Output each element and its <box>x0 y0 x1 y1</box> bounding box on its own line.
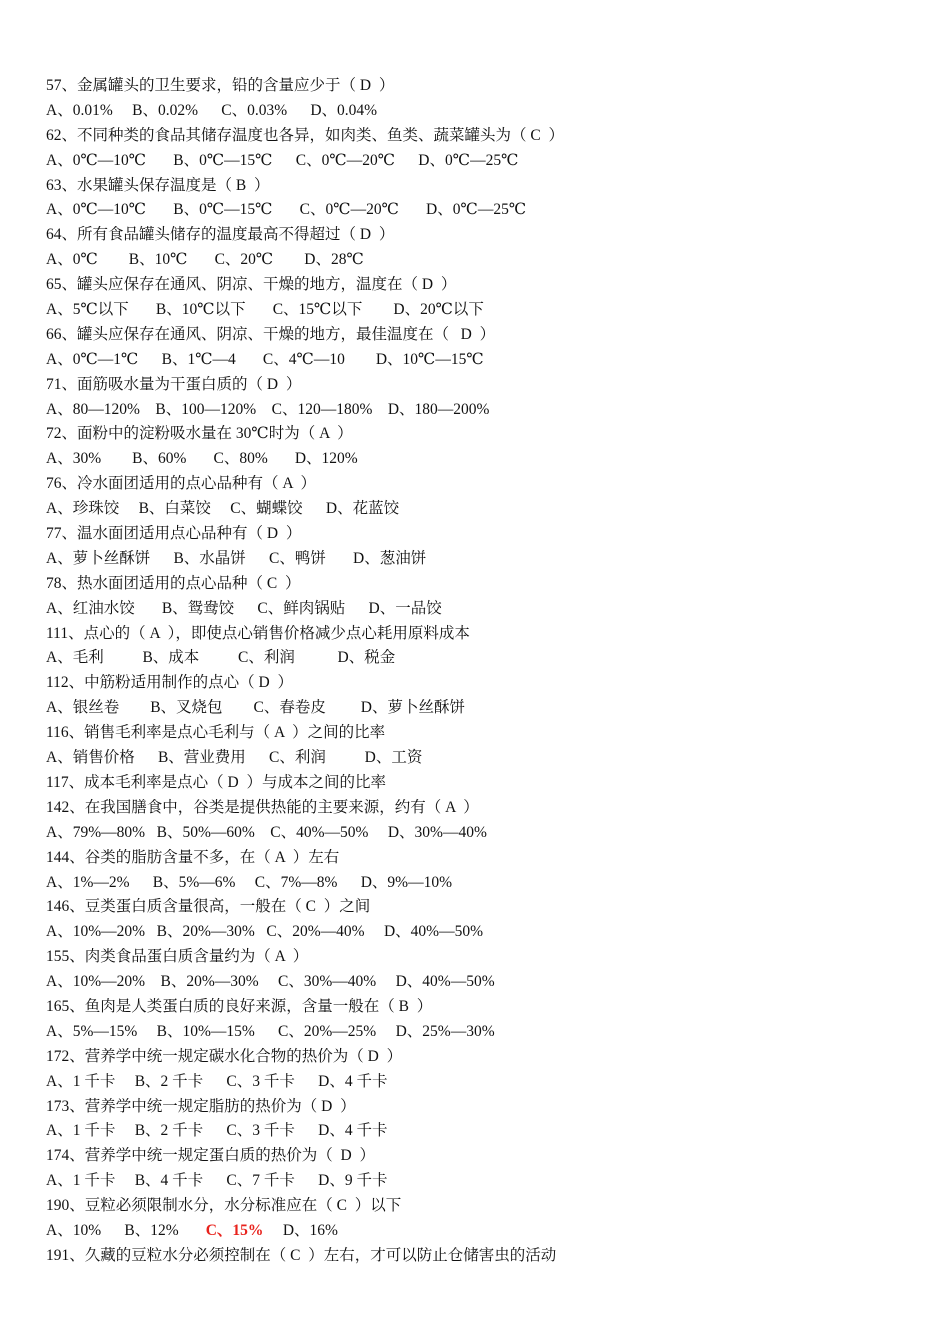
question-144: 144、谷类的脂肪含量不多，在（ A ）左右 <box>46 848 340 866</box>
options-112: A、银丝卷 B、叉烧包 C、春卷皮 D、萝卜丝酥饼 <box>46 699 465 717</box>
options-116: A、销售价格 B、营业费用 C、利润 D、工资 <box>46 749 423 767</box>
options-66: A、0℃—1℃ B、1℃—4 C、4℃—10 D、10℃—15℃ <box>46 350 484 368</box>
question-65: 65、罐头应保存在通风、阴凉、干燥的地方，温度在（ D ） <box>46 276 457 294</box>
options-172: A、1 千卡 B、2 千卡 C、3 千卡 D、4 千卡 <box>46 1072 388 1090</box>
question-57: 57、金属罐头的卫生要求，铅的含量应少于（ D ） <box>46 77 395 94</box>
question-62: 62、不同种类的食品其储存温度也各异，如肉类、鱼类、蔬菜罐头为（ C ） <box>46 126 564 144</box>
question-165: 165、鱼肉是人类蛋白质的良好来源，含量一般在（ B ） <box>46 997 433 1015</box>
options-155: A、10%—20% B、20%—30% C、30%—40% D、40%—50% <box>46 973 495 991</box>
options-77: A、萝卜丝酥饼 B、水晶饼 C、鸭饼 D、葱油饼 <box>46 549 427 567</box>
options-144: A、1%—2% B、5%—6% C、7%—8% D、9%—10% <box>46 873 452 891</box>
options-65: A、5℃以下 B、10℃以下 C、15℃以下 D、20℃以下 <box>46 301 484 319</box>
question-155: 155、肉类食品蛋白质含量约为（ A ） <box>46 948 309 966</box>
question-191: 191、久藏的豆粒水分必须控制在（ C ）左右，才可以防止仓储害虫的活动 <box>46 1246 557 1264</box>
question-78: 78、热水面团适用的点心品种（ C ） <box>46 574 301 592</box>
question-146: 146、豆类蛋白质含量很高，一般在（ C ）之间 <box>46 898 371 916</box>
options-190 <box>46 1219 930 1244</box>
question-64: 64、所有食品罐头储存的温度最高不得超过（ D ） <box>46 226 395 244</box>
question-72: 72、面粉中的淀粉吸水量在 30℃时为（ A ） <box>46 425 353 443</box>
question-112: 112、中筋粉适用制作的点心（ D ） <box>46 674 293 692</box>
options-142: A、79%—80% B、50%—60% C、40%—50% D、30%—40% <box>46 823 487 841</box>
question-116: 116、销售毛利率是点心毛利与（ A ）之间的比率 <box>46 724 386 742</box>
question-117: 117、成本毛利率是点心（ D ）与成本之间的比率 <box>46 773 386 791</box>
options-63: A、0℃—10℃ B、0℃—15℃ C、0℃—20℃ D、0℃—25℃ <box>46 201 527 219</box>
question-142: 142、在我国膳食中，谷类是提供热能的主要来源，约有（ A ） <box>46 798 479 816</box>
answer-c-highlight: C、15% <box>205 1221 264 1239</box>
question-66: 66、罐头应保存在通风、阴凉、干燥的地方，最佳温度在（ D ） <box>46 325 496 343</box>
question-173: 173、营养学中统一规定脂肪的热价为（ D ） <box>46 1097 356 1115</box>
question-174: 174、营养学中统一规定蛋白质的热价为（ D ） <box>46 1147 375 1165</box>
options-190-ab: A、10% B、12% <box>46 1221 179 1239</box>
question-77: 77、温水面团适用点心品种有（ D ） <box>46 525 302 543</box>
question-63: 63、水果罐头保存温度是（ B ） <box>46 176 270 194</box>
options-62: A、0℃—10℃ B、0℃—15℃ C、0℃—20℃ D、0℃—25℃ <box>46 151 519 169</box>
options-173: A、1 千卡 B、2 千卡 C、3 千卡 D、4 千卡 <box>46 1122 388 1140</box>
question-111: 111、点心的（ A ），即使点心销售价格减少点心耗用原料成本 <box>46 624 470 642</box>
question-76: 76、冷水面团适用的点心品种有（ A ） <box>46 475 316 493</box>
options-57: A、0.01% B、0.02% C、0.03% D、0.04% <box>46 101 378 119</box>
options-165: A、5%—15% B、10%—15% C、20%—25% D、25%—30% <box>46 1022 495 1040</box>
options-111: A、毛利 B、成本 C、利润 D、税金 <box>46 649 396 667</box>
options-76: A、珍珠饺 B、白菜饺 C、蝴蝶饺 D、花蓝饺 <box>46 500 400 518</box>
document-page <box>46 74 930 1269</box>
options-72: A、30% B、60% C、80% D、120% <box>46 450 358 468</box>
options-146: A、10%—20% B、20%—30% C、20%—40% D、40%—50% <box>46 923 483 941</box>
question-190: 190、豆粒必须限制水分，水分标准应在（ C ）以下 <box>46 1197 402 1215</box>
options-174: A、1 千卡 B、4 千卡 C、7 千卡 D、9 千卡 <box>46 1172 388 1190</box>
options-71: A、80—120% B、100—120% C、120—180% D、180—200% <box>46 400 490 418</box>
options-78: A、红油水饺 B、鸳鸯饺 C、鲜肉锅贴 D、一品饺 <box>46 599 442 617</box>
option-d-190: D、16% <box>282 1221 338 1239</box>
options-64: A、0℃ B、10℃ C、20℃ D、28℃ <box>46 251 364 269</box>
question-71: 71、面筋吸水量为干蛋白质的（ D ） <box>46 375 302 393</box>
question-172: 172、营养学中统一规定碳水化合物的热价为（ D ） <box>46 1047 403 1065</box>
